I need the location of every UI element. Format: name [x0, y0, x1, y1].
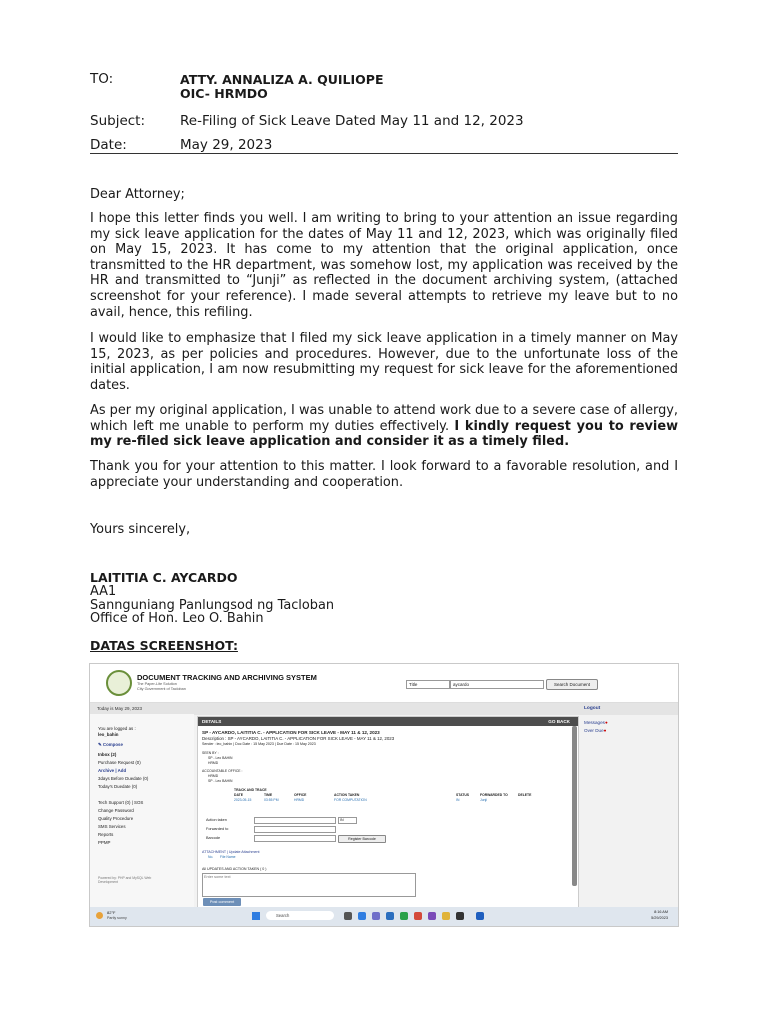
weather-desc: Partly sunny — [107, 916, 127, 920]
logged-in-label: You are logged as : — [98, 726, 136, 731]
weather-temp: 82°F — [107, 910, 116, 915]
details-header — [198, 717, 578, 726]
track-trace-label: TRACK AND TRACE — [234, 788, 267, 792]
clock-time: 8:16 AM — [654, 910, 668, 914]
accountable-2: SP - Leo BAHIN — [208, 779, 233, 783]
app-title: DOCUMENT TRACKING AND ARCHIVING SYSTEM — [137, 673, 317, 682]
col-forwarded: FORWARDED TO — [480, 793, 508, 797]
embedded-screenshot — [89, 663, 679, 927]
details-title: DETAILS — [202, 719, 222, 724]
overdue-link[interactable]: Over Due● — [584, 728, 607, 733]
col-action: ACTION TAKEN — [334, 793, 360, 797]
app-subtitle-1: The Paper-Lite Solution — [137, 682, 177, 686]
logout-link[interactable]: Logout — [584, 706, 601, 711]
att-col-file: File Name — [220, 855, 236, 859]
search-document-button[interactable]: Search Document — [546, 679, 598, 690]
sidebar-item-reports[interactable]: Reports — [98, 832, 114, 837]
salutation: Dear Attorney; — [90, 187, 185, 202]
attachment-label[interactable]: ATTACHMENT | Update Attachment — [202, 850, 260, 854]
paragraph-4: Thank you for your attention to this matter. I look forward to a favorable resolution, and I appreciate your understanding and cooperation. — [90, 459, 678, 490]
col-office: OFFICE — [294, 793, 307, 797]
col-delete: DELETE — [518, 793, 532, 797]
search-field-select[interactable]: Title — [406, 680, 450, 689]
taskbar-search[interactable]: Search — [266, 911, 334, 920]
paragraph-2: I would like to emphasize that I filed my sick leave application in a timely manner on May 15, 2023, as per policies and procedures. However, due to the unfortunate loss of the initial application, I am now resubmitting my request for sick leave for the aforementioned dates. — [90, 331, 678, 393]
updates-label: All UPDATES AND ACTION TAKEN ( 0 ) — [202, 867, 267, 871]
post-comment-button[interactable]: Post comment — [203, 898, 241, 906]
sidebar-item-purchase[interactable]: Purchase Request (0) — [98, 760, 141, 765]
task-view-icon[interactable] — [344, 912, 352, 920]
folder-icon[interactable] — [442, 912, 450, 920]
paragraph-3 — [90, 403, 678, 450]
edge-icon[interactable] — [400, 912, 408, 920]
overdue-label: Over Due — [584, 728, 604, 733]
sidebar-item-tech-support[interactable]: Tech Support (0) | SOS — [98, 800, 144, 805]
seen-by-1: SP - Leo BAHIN — [208, 756, 233, 760]
to-name: ATTY. ANNALIZA A. QUILIOPE — [180, 72, 384, 87]
chrome-icon[interactable] — [414, 912, 422, 920]
to-office: OIC- HRMDO — [180, 86, 268, 101]
col-status: STATUS — [456, 793, 470, 797]
barcode-input[interactable] — [254, 835, 336, 842]
sidebar-item-sms[interactable]: SMS Services — [98, 824, 126, 829]
subject-value: Re-Filing of Sick Leave Dated May 11 and 12, 2023 — [180, 113, 524, 129]
paragraph-1: I hope this letter finds you well. I am writing to bring to your attention an issue regarding my sick leave application for the dates of May 11 and 12, 2023, which was originally filed on May 15, 2023. It has come to my attention that the original application, once transmitted to the HR department, was somehow lost, my application was received by the HR and transmitted to “Junji” as reflected in the document archiving system, (attached screenshot for your reference). I made several attempts to retrieve my leave but to no avail, hence, this refiling. — [90, 211, 678, 320]
doc-description: Description : SP - AYCARDO, LAITITIA C. - APPLICATION FOR SICK LEAVE - MAY 11 & 12, 2023 — [202, 736, 395, 741]
search-input[interactable]: aycardo — [450, 680, 544, 689]
barcode-label: Barcode — [206, 836, 221, 840]
action-taken-label: Action taken — [206, 818, 227, 822]
row-time: 03:55 PM — [264, 798, 279, 802]
sidebar-item-inbox[interactable]: Inbox (2) — [98, 752, 117, 757]
row-office: HRMD — [294, 798, 305, 802]
sidebar — [90, 714, 194, 907]
row-date: 2023-05-15 — [234, 798, 252, 802]
row-action: FOR COMPUTATION — [334, 798, 367, 802]
start-icon[interactable] — [252, 912, 260, 920]
register-barcode-button[interactable]: Register Barcode — [338, 835, 386, 843]
mail-icon[interactable] — [386, 912, 394, 920]
closing: Yours sincerely, — [90, 522, 191, 537]
forwarded-to-label: Forwarded to — [206, 827, 229, 831]
status-select[interactable]: IN — [338, 817, 357, 824]
powered-by: Powered by: PHP and MySQL Web Development — [98, 876, 152, 884]
messages-link[interactable]: Messages● — [584, 720, 608, 725]
att-col-no: No. — [208, 855, 214, 859]
today-date: Today is May 29, 2023 — [97, 706, 143, 711]
to-label: TO: — [90, 71, 114, 87]
sidebar-item-change-password[interactable]: Change Password — [98, 808, 134, 813]
sidebar-item-before-duedate[interactable]: 3days Before Duedate (0) — [98, 776, 149, 781]
clock-date: 5/29/2023 — [651, 916, 668, 920]
accountable-label: ACCOUNTABLE OFFICE : — [202, 769, 243, 773]
sidebar-item-ppmp[interactable]: PPMP — [98, 840, 111, 845]
seen-by-label: SEEN BY : — [202, 751, 219, 755]
doc-meta: Sender : leo_bahin | Doc Date : 15 May 2023 | Due Date : 15 May 2023 — [202, 742, 316, 746]
compose-link[interactable]: ✎ Compose — [98, 742, 123, 747]
paragraph-3-emphasis: I kindly request you to review my re-filed sick leave application and consider it as a timely filed. — [90, 418, 679, 450]
comment-textarea[interactable]: Enter some text — [202, 873, 416, 897]
app-header — [90, 664, 678, 702]
doc-title: SP - AYCARDO, LAITITIA C. - APPLICATION FOR SICK LEAVE - MAY 11 & 12, 2023 — [202, 730, 380, 735]
app-icon[interactable] — [428, 912, 436, 920]
row-forwarded: Junji — [480, 798, 487, 802]
details-panel — [197, 716, 579, 909]
compose-label: Compose — [102, 742, 123, 747]
chat-icon[interactable] — [358, 912, 366, 920]
signer-office: Office of Hon. Leo O. Bahin — [90, 611, 264, 626]
signer-name: LAITITIA C. AYCARDO — [90, 570, 238, 585]
accountable-1: HRMD — [208, 774, 219, 778]
screenshot-heading: DATAS SCREENSHOT: — [90, 638, 238, 653]
go-back-link[interactable]: GO BACK — [548, 719, 570, 724]
username: leo_bahin — [98, 732, 119, 737]
signer-title: AA1 — [90, 584, 117, 599]
paragraph-3-text: As per my original application, I was unable to attend work due to a severe case of allergy, which left me unable to perform my duties effectively. — [90, 403, 678, 434]
teams-icon[interactable] — [372, 912, 380, 920]
messages-label: Messages — [584, 720, 605, 725]
store-icon[interactable] — [456, 912, 464, 920]
header-divider — [90, 153, 678, 154]
city-seal-icon — [106, 670, 132, 696]
taskbar — [90, 907, 678, 926]
sidebar-item-quality[interactable]: Quality Procedure — [98, 816, 134, 821]
date-label: Date: — [90, 137, 127, 153]
word-icon[interactable] — [476, 912, 484, 920]
forwarded-to-input[interactable] — [254, 826, 336, 833]
action-taken-input[interactable] — [254, 817, 336, 824]
signer-org: Sannguniang Panlungsod ng Tacloban — [90, 598, 335, 613]
app-subtitle — [137, 682, 186, 692]
seen-by-2: HRMD — [208, 761, 219, 765]
weather-icon — [96, 912, 103, 919]
row-status: IN — [456, 798, 460, 802]
app-subtitle-2: City Government of Tacloban — [137, 687, 186, 691]
scrollbar[interactable] — [572, 726, 577, 886]
subject-label: Subject: — [90, 113, 146, 129]
col-time: TIME — [264, 793, 273, 797]
sidebar-item-todays-duedate[interactable]: Today's Duedate (0) — [98, 784, 138, 789]
sidebar-item-archive[interactable]: Archive | Add — [98, 768, 127, 773]
date-value: May 29, 2023 — [180, 137, 273, 153]
col-date: DATE — [234, 793, 243, 797]
